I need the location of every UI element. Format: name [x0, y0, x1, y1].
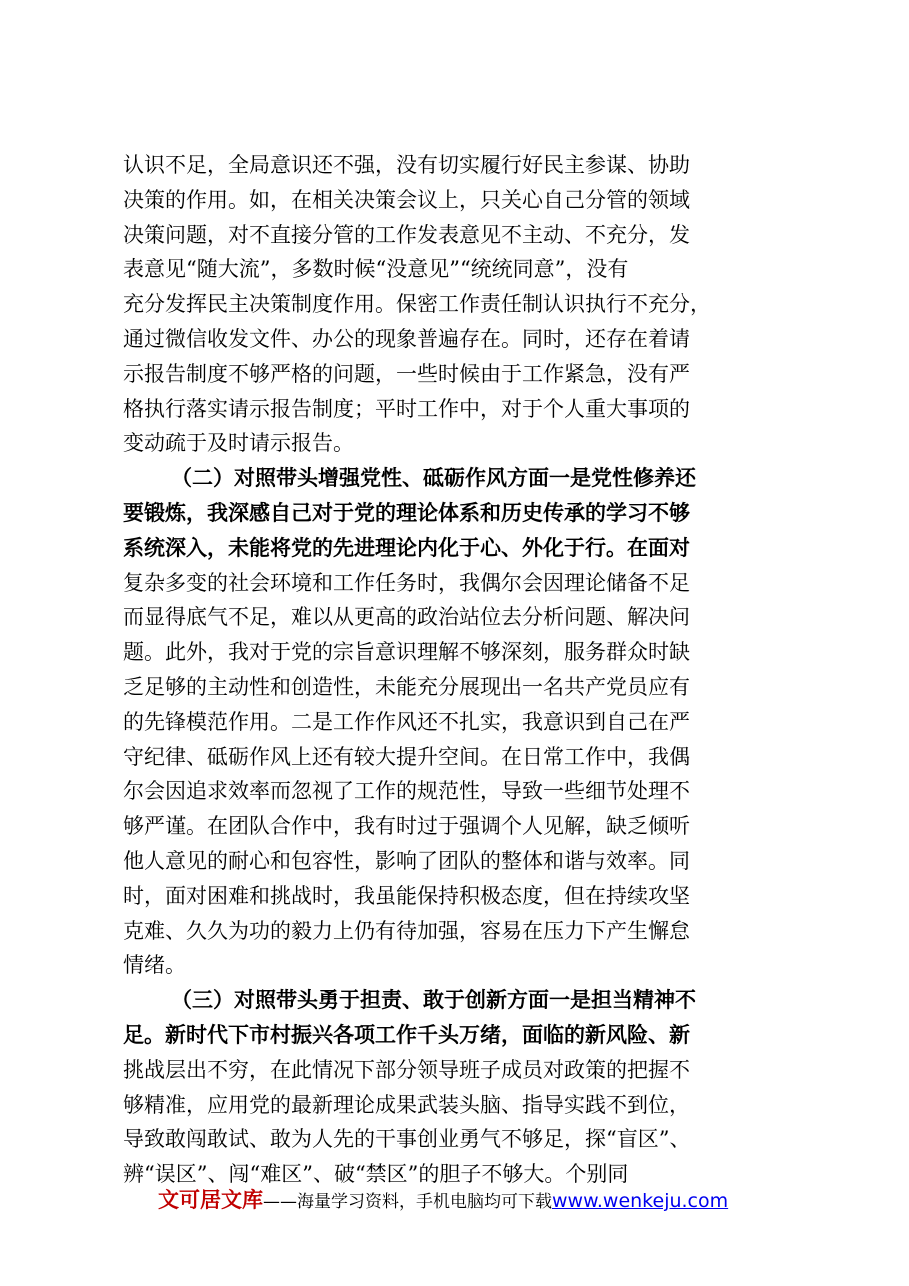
text-line: 克难、久久为功的毅力上仍有待加强，容易在压力下产生懈怠 [123, 918, 690, 943]
text-line: 守纪律、砥砺作风上还有较大提升空间。在日常工作中，我偶 [123, 744, 690, 769]
text-line: 够精准，应用党的最新理论成果武装头脑、指导实践不到位， [123, 1092, 690, 1117]
text-line: 决策问题，对不直接分管的工作发表意见不主动、不充分，发 [123, 222, 690, 247]
footer-tagline: ——海量学习资料，手机电脑均可下载 [263, 1192, 552, 1212]
text-line: 导致敢闯敢试、敢为人先的干事创业勇气不够足，探“盲区”、 [123, 1127, 691, 1152]
text-line: 题。此外，我对于党的宗旨意识理解不够深刻，服务群众时缺 [123, 640, 690, 665]
text-line: 挑战层出不穷，在此情况下部分领导班子成员对政策的把握不 [123, 1057, 690, 1082]
section-heading-line: （三）对照带头勇于担责、敢于创新方面一是担当精神不 [171, 987, 696, 1013]
text-line: 格执行落实请示报告制度；平时工作中，对于个人重大事项的 [123, 396, 690, 421]
text-line: 变动疏于及时请示报告。 [123, 431, 354, 456]
text-line: 充分发挥民主决策制度作用。保密工作责任制认识执行不充分， [123, 292, 711, 317]
text-line: 示报告制度不够严格的问题，一些时候由于工作紧急，没有严 [123, 361, 690, 386]
footer-brand: 文可居文库 [158, 1188, 263, 1212]
section-heading-line: （二）对照带头增强党性、砥砺作风方面一是党性修养还 [171, 465, 696, 491]
text-line: 时，面对困难和挑战时，我虽能保持积极态度，但在持续攻坚 [123, 883, 690, 908]
text-line: 表意见“随大流”，多数时候“没意见”“统统同意”，没有 [123, 257, 629, 282]
text-line: 尔会因追求效率而忽视了工作的规范性，导致一些细节处理不 [123, 779, 690, 804]
text-line: 复杂多变的社会环境和工作任务时，我偶尔会因理论储备不足 [123, 570, 690, 595]
text-line: 够严谨。在团队合作中，我有时过于强调个人见解，缺乏倾听 [123, 814, 690, 839]
footer-watermark [158, 1184, 728, 1214]
document-body [123, 148, 798, 1192]
footer-link[interactable]: www.wenkeju.com [552, 1190, 729, 1212]
text-line: 辨“误区”、闯“难区”、破“禁区”的胆子不够大。个别同 [123, 1162, 629, 1187]
text-line: 他人意见的耐心和包容性，影响了团队的整体和谐与效率。同 [123, 848, 690, 873]
text-line: 通过微信收发文件、办公的现象普遍存在。同时，还存在着请 [123, 326, 690, 351]
section-heading-line: 足。新时代下市村振兴各项工作千头万绪，面临的新风险、新 [123, 1021, 690, 1047]
text-line: 认识不足，全局意识还不强，没有切实履行好民主参谋、协助 [123, 153, 690, 177]
text-line: 决策的作用。如，在相关决策会议上，只关心自己分管的领域 [123, 187, 690, 212]
section-heading-line: 要锻炼，我深感自己对于党的理论体系和历史传承的学习不够 [123, 499, 690, 525]
text-line: 的先锋模范作用。二是工作作风还不扎实，我意识到自己在严 [123, 709, 690, 734]
text-line: 乏足够的主动性和创造性，未能充分展现出一名共产党员应有 [123, 674, 690, 699]
section-heading-line: 系统深入，未能将党的先进理论内化于心、外化于行。在面对 [123, 534, 690, 560]
text-line: 情绪。 [123, 953, 186, 978]
text-line: 而显得底气不足，难以从更高的政治站位去分析问题、解决问 [123, 605, 690, 630]
